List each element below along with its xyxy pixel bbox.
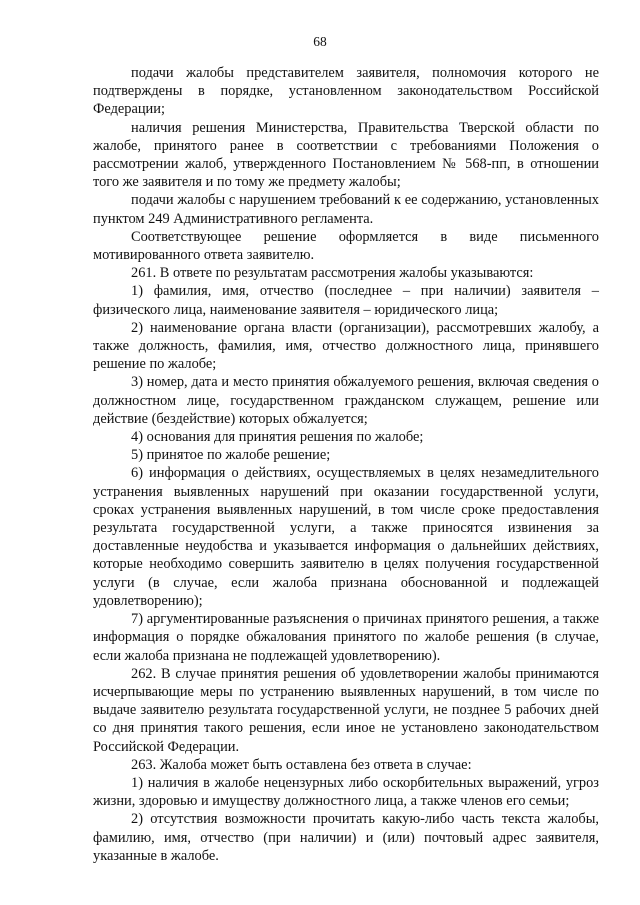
- paragraph-written-answer: Соответствующее решение оформляется в виде письменного мотивированного ответа заявителю.: [93, 228, 599, 264]
- paragraph-263-item-2: 2) отсутствия возможности прочитать какую-либо часть текста жалобы, фамилию, имя, отчество (при наличии) и (или) почтовый адрес заявителя, указанные в жалобе.: [93, 811, 599, 864]
- paragraph-261-item-4: 4) основания для принятия решения по жалобе;: [131, 429, 424, 446]
- paragraph-263-item-1: 1) наличия в жалобе нецензурных либо оскорбительных выражений, угроз жизни, здоровью и имуществу должностного лица, а также членов его семьи;: [93, 774, 599, 810]
- paragraph-263-heading: 263. Жалоба может быть оставлена без ответа в случае:: [131, 756, 472, 773]
- paragraph-261-heading: 261. В ответе по результатам рассмотрения жалобы указываются:: [131, 265, 534, 282]
- paragraph-261-item-3: 3) номер, дата и место принятия обжалуемого решения, включая сведения о должностном лице, государственном гражданском служащем, решение или действие (бездействие) которых обжалуется;: [93, 374, 599, 427]
- paragraph-261-item-7: 7) аргументированные разъяснения о причинах принятого решения, а также информация о порядке обжалования принятого по жалобе решения (в случае, если жалоба признана не подлежащей удовлетворению).: [93, 611, 599, 664]
- paragraph-261-item-5: 5) принятое по жалобе решение;: [131, 447, 331, 464]
- paragraph-261-item-6: 6) информация о действиях, осуществляемых в целях незамедлительного устранения выявленных нарушений при оказании государственной услуги, сроках устранения выявленных нарушений, в том числе сроке предоставления результата государственной услуги, а также приносятся извинения за доставленные неудобства и указывается информация о дальнейших действиях, которые необходимо совершить заявителю в целях получения государственной услуги (в случае, если жалоба признана обоснованной и подлежащей удовлетворению);: [93, 465, 599, 609]
- paragraph-262: 262. В случае принятия решения об удовлетворении жалобы принимаются исчерпывающие меры по устранению выявленных нарушений, в том числе по выдаче заявителю результата государственной услуги, не позднее 5 рабочих дней со дня принятия такого решения, если иное не установлено законодательством Российской Федерации.: [93, 665, 599, 755]
- document-body: [93, 64, 599, 865]
- page-number: 68: [313, 34, 327, 49]
- paragraph-261-item-1: 1) фамилия, имя, отчество (последнее – при наличии) заявителя – физического лица, наименование заявителя – юридического лица;: [93, 283, 599, 318]
- paragraph-prior-decision: наличия решения Министерства, Правительства Тверской области по жалобе, принятого ранее в соответствии с требованиями Положения о рассмотрении жалоб, утвержденного Постановлением № 568-пп, в отношении того же заявителя и по тому же предмету жалобы;: [93, 119, 599, 191]
- paragraph-content-violation: подачи жалобы с нарушением требований к ее содержанию, установленных пунктом 249 Административного регламента.: [93, 192, 599, 227]
- paragraph-261-item-2: 2) наименование органа власти (организации), рассмотревших жалобу, а также должность, фамилия, имя, отчество должностного лица, принявшего решение по жалобе;: [93, 319, 599, 373]
- paragraph-representative-unconfirmed: подачи жалобы представителем заявителя, полномочия которого не подтверждены в порядке, установленном законодательством Российской Федерации;: [93, 65, 599, 118]
